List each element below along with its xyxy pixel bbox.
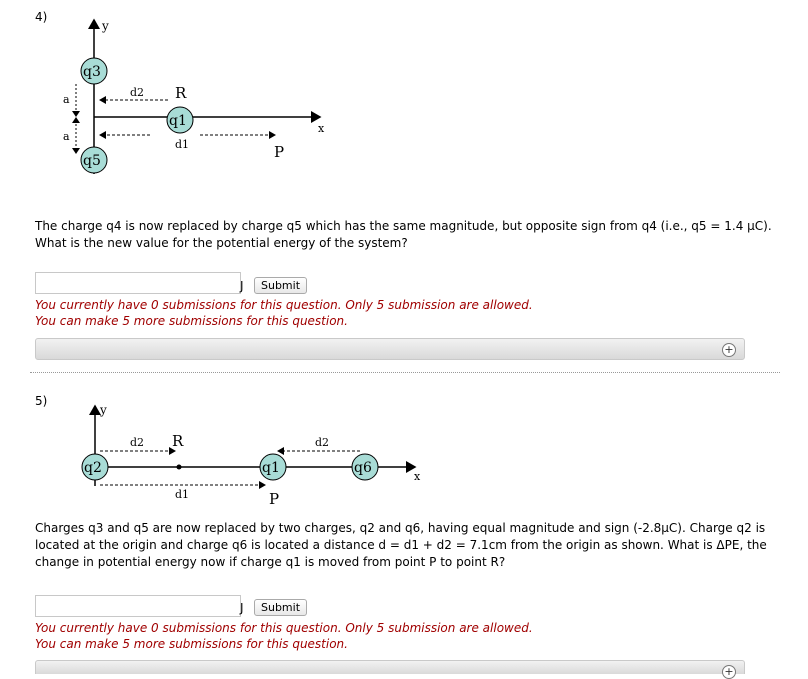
question-4-submit-button[interactable]: Submit <box>254 277 307 294</box>
expand-plus-icon[interactable]: + <box>722 665 736 679</box>
question-5-submission-message: You currently have 0 submissions for this question. Only 5 submission are allowed. You can make 5 more submissions for this question. <box>35 621 533 651</box>
expand-plus-icon[interactable]: + <box>722 343 736 357</box>
question-5-diagram <box>60 398 440 510</box>
point-p: P <box>269 490 280 508</box>
point-r: R <box>175 84 187 102</box>
label-d2: d2 <box>130 86 145 99</box>
point-r: R <box>172 432 184 450</box>
charge-q6-label: q6 <box>354 460 372 476</box>
question-4-text: The charge q4 is now replaced by charge q5 which has the same magnitude, but opposite sign from q4 (i.e., q5 = 1.4 μC). What is the new value for the potential energy of the system? <box>35 219 772 250</box>
label-a-top: a <box>63 93 70 106</box>
question-4-number: 4) <box>35 10 48 24</box>
question-4-diagram <box>50 14 350 184</box>
point-p: P <box>274 143 285 161</box>
question-4-answer-input[interactable] <box>35 272 241 294</box>
question-4-unit: J <box>240 279 244 293</box>
charge-q3-label: q3 <box>83 64 101 80</box>
question-5-number: 5) <box>35 394 48 408</box>
question-5-answer-input[interactable] <box>35 595 241 617</box>
question-5-text: Charges q3 and q5 are now replaced by two charges, q2 and q6, having equal magnitude and sign (-2.8μC). Charge q2 is located at the origin and charge q6 is located a distance d = d1 + d2 = 7.1cm from the origin as shown. What is ΔPE, the change in potential energy now if charge q1 is moved from point P to point R? <box>35 521 767 569</box>
y-axis-label: y <box>100 403 107 417</box>
label-a-bottom: a <box>63 130 70 143</box>
question-5-feedback-bar[interactable] <box>35 660 745 678</box>
charge-q1-label: q1 <box>262 460 280 476</box>
label-d1: d1 <box>175 138 190 151</box>
x-axis-label: x <box>318 122 325 135</box>
point-r-dot <box>177 465 182 470</box>
question-5-unit: J <box>240 601 244 615</box>
x-axis-label: x <box>414 470 421 483</box>
question-5-submit-button[interactable]: Submit <box>254 599 307 616</box>
question-4-submission-message: You currently have 0 submissions for this question. Only 5 submission are allowed. You can make 5 more submissions for this question. <box>35 298 533 328</box>
label-d2-right: d2 <box>315 436 330 449</box>
question-4-feedback-bar[interactable] <box>35 338 745 360</box>
charge-q1-label: q1 <box>169 113 187 129</box>
charge-q5-label: q5 <box>83 153 101 169</box>
y-axis-label: y <box>102 19 109 33</box>
label-d1: d1 <box>175 488 190 501</box>
charge-q2-label: q2 <box>84 460 102 476</box>
section-divider <box>30 372 780 373</box>
label-d2-left: d2 <box>130 436 145 449</box>
